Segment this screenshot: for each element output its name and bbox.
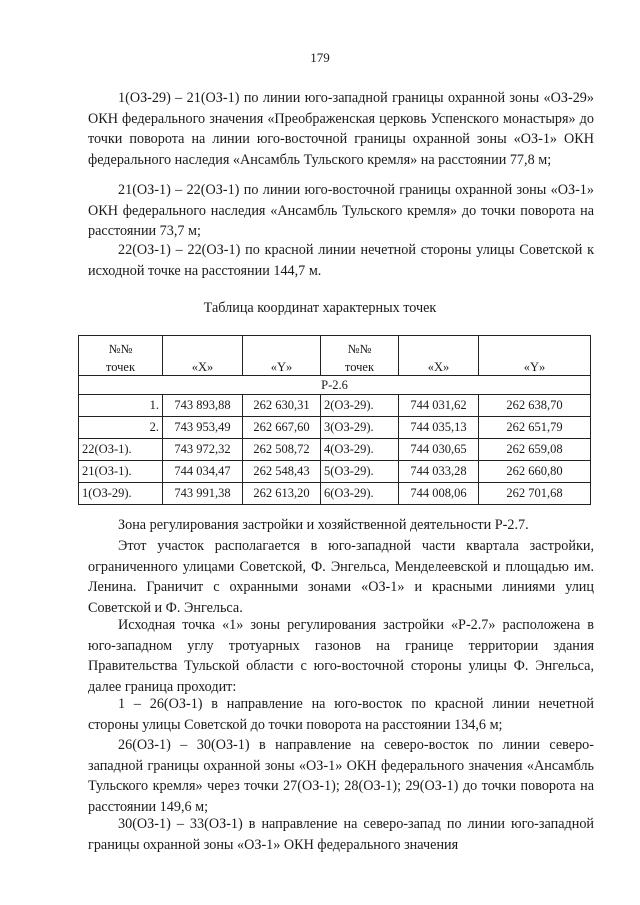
header-num-top-2: №№: [321, 336, 399, 358]
y-coordinate: 262 548,43: [243, 461, 321, 483]
y-coordinate: 262 651,79: [479, 417, 591, 439]
point-name: 1(ОЗ-29).: [79, 483, 163, 505]
paragraph-segment-2: 26(ОЗ-1) – 30(ОЗ-1) в направление на северо-восток по линии северо-западной границы охранной зоны «ОЗ-1» ОКН федерального значения «Ансамбль Тульского кремля» через точки 27(ОЗ-1); 28(ОЗ-1); 29(ОЗ-1) до точки поворота на расстоянии 149,6 м;: [88, 737, 594, 815]
coordinates-table: [78, 335, 591, 505]
zone-heading: Зона регулирования застройки и хозяйственной деятельности Р-2.7.: [118, 517, 529, 533]
x-coordinate: 744 031,62: [399, 395, 479, 417]
table-title: Таблица координат характерных точек: [203, 300, 437, 316]
y-coordinate: 262 613,20: [243, 483, 321, 505]
point-name: 1.: [79, 395, 163, 417]
header-num-top: №№: [79, 336, 163, 358]
y-coordinate: 262 630,31: [243, 395, 321, 417]
table-header-row-2: [79, 357, 591, 376]
x-coordinate: 743 953,49: [163, 417, 243, 439]
point-name: 22(ОЗ-1).: [79, 439, 163, 461]
header-x-2: «X»: [399, 357, 479, 376]
point-name: 4(ОЗ-29).: [321, 439, 399, 461]
table-row: [79, 483, 591, 505]
table-row: [79, 417, 591, 439]
point-name: 6(ОЗ-29).: [321, 483, 399, 505]
paragraph-boundary-2: 21(ОЗ-1) – 22(ОЗ-1) по линии юго-восточной границы охранной зоны «ОЗ-1» ОКН федерального наследия «Ансамбль Тульского кремля» до точки поворота на расстоянии 73,7 м;: [88, 182, 594, 239]
table-header-row: [79, 336, 591, 358]
header-x: «X»: [163, 357, 243, 376]
y-coordinate: 262 659,08: [479, 439, 591, 461]
point-name: 21(ОЗ-1).: [79, 461, 163, 483]
paragraph-boundary-1: 1(ОЗ-29) – 21(ОЗ-1) по линии юго-западной границы охранной зоны «ОЗ-29» ОКН федерального значения «Преображенская церковь Успенского монастыря» до точки поворота на линии юго-восточной границы охранной зоны «ОЗ-1» ОКН федерального наследия «Ансамбль Тульского кремля» на расстоянии 77,8 м;: [88, 90, 594, 168]
header-num-bottom-2: точек: [321, 357, 399, 376]
x-coordinate: 744 033,28: [399, 461, 479, 483]
x-coordinate: 744 035,13: [399, 417, 479, 439]
y-coordinate: 262 508,72: [243, 439, 321, 461]
table-section-row: [79, 376, 591, 395]
point-name: 2.: [79, 417, 163, 439]
point-name: 2(ОЗ-29).: [321, 395, 399, 417]
point-name: 3(ОЗ-29).: [321, 417, 399, 439]
paragraph-segment-3: 30(ОЗ-1) – 33(ОЗ-1) в направление на северо-запад по линии юго-западной границы охранной зоны «ОЗ-1» ОКН федерального значения: [88, 816, 594, 853]
x-coordinate: 743 893,88: [163, 395, 243, 417]
table-row: [79, 439, 591, 461]
x-coordinate: 744 030,65: [399, 439, 479, 461]
paragraph-zone-description: Этот участок располагается в юго-западной части квартала застройки, ограниченного улицами Советской, Ф. Энгельса, Менделеевской и площадью им. Ленина. Граничит с охранными зонами «ОЗ-1» и красными линиями улиц Советской и Ф. Энгельса.: [88, 538, 594, 616]
table-row: [79, 395, 591, 417]
header-y-2: «Y»: [479, 357, 591, 376]
header-num-bottom: точек: [79, 357, 163, 376]
y-coordinate: 262 638,70: [479, 395, 591, 417]
paragraph-segment-1: 1 – 26(ОЗ-1) в направление на юго-восток по красной линии нечетной стороны улицы Советской до точки поворота на расстоянии 134,6 м;: [88, 696, 594, 733]
y-coordinate: 262 701,68: [479, 483, 591, 505]
table-section-label: Р-2.6: [79, 376, 591, 395]
point-name: 5(ОЗ-29).: [321, 461, 399, 483]
y-coordinate: 262 660,80: [479, 461, 591, 483]
x-coordinate: 743 972,32: [163, 439, 243, 461]
x-coordinate: 744 034,47: [163, 461, 243, 483]
y-coordinate: 262 667,60: [243, 417, 321, 439]
paragraph-start-point: Исходная точка «1» зоны регулирования застройки «Р-2.7» расположена в юго-западном углу тротуарных газонов на границе территории здания Правительства Тульской области с юго-восточной стороны улицы Ф. Энгельса, далее граница проходит:: [88, 617, 594, 695]
page-number: 179: [310, 50, 330, 65]
x-coordinate: 744 008,06: [399, 483, 479, 505]
paragraph-boundary-3: 22(ОЗ-1) – 22(ОЗ-1) по красной линии нечетной стороны улицы Советской к исходной точке на расстоянии 144,7 м.: [88, 242, 594, 279]
x-coordinate: 743 991,38: [163, 483, 243, 505]
table-row: [79, 461, 591, 483]
header-y: «Y»: [243, 357, 321, 376]
